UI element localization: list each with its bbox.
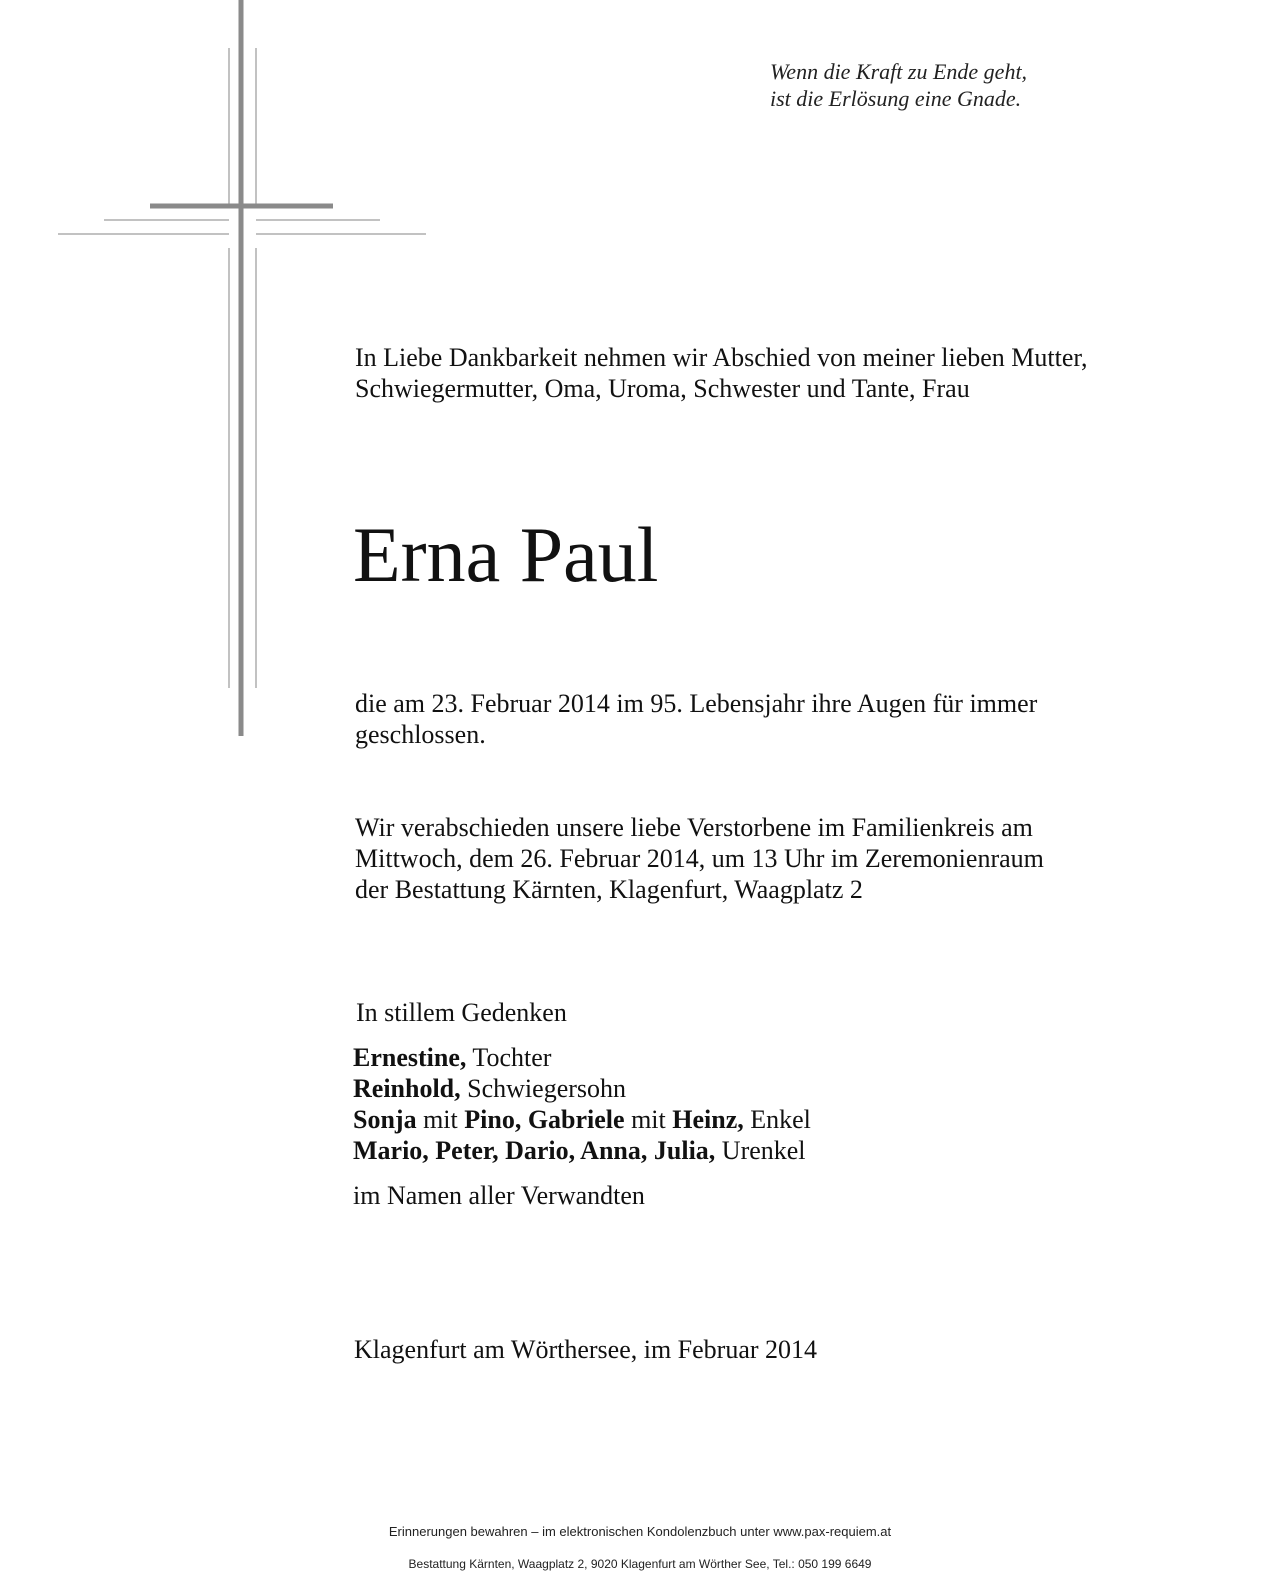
relatives-note: im Namen aller Verwandten [353,1181,645,1210]
family-member-line [353,1042,811,1073]
family-member-line [353,1104,811,1135]
footer-address: Bestattung Kärnten, Waagplatz 2, 9020 Klagenfurt am Wörther See, Tel.: 050 199 6649 [408,1557,872,1571]
family-relation: mit [416,1105,465,1134]
footer-condolence: Erinnerungen bewahren – im elektronischen Kondolenzbuch unter www.pax-requiem.at [388,1524,892,1539]
intro-line: Schwiegermutter, Oma, Uroma, Schwester und Tante, Frau [355,374,970,403]
memory-heading: In stillem Gedenken [356,998,567,1027]
family-member-name: Pino, Gabriele [464,1105,625,1134]
family-relation: Schwiegersohn [460,1074,627,1103]
family-relation: Enkel [743,1105,811,1134]
death-notice-line: geschlossen. [355,720,486,749]
motto-line: Wenn die Kraft zu Ende geht, [770,59,1028,84]
death-notice-line: die am 23. Februar 2014 im 95. Lebensjahr ihre Augen für immer [355,689,1038,718]
service-line: Wir verabschieden unsere liebe Verstorbene im Familienkreis am [355,813,1033,842]
family-relation: mit [624,1105,673,1134]
family-member-name: Ernestine, [353,1043,467,1072]
service-info [355,812,1044,905]
family-member-line [353,1073,811,1104]
motto-quote [770,58,1027,112]
family-member-name: Mario, Peter, Dario, Anna, Julia, [353,1136,716,1165]
family-member-name: Reinhold, [353,1074,461,1103]
family-member-name: Sonja [353,1105,417,1134]
death-notice [355,688,1037,750]
family-relation: Urenkel [715,1136,806,1165]
intro-paragraph [355,342,1088,404]
intro-line: In Liebe Dankbarkeit nehmen wir Abschied von meiner lieben Mutter, [355,343,1088,372]
deceased-name: Erna Paul [353,511,659,598]
place-date: Klagenfurt am Wörthersee, im Februar 2014 [354,1335,818,1364]
motto-line: ist die Erlösung eine Gnade. [770,86,1022,111]
family-member-line [353,1135,811,1166]
family-list [353,1042,811,1166]
family-member-name: Heinz, [672,1105,744,1134]
service-line: Mittwoch, dem 26. Februar 2014, um 13 Uhr im Zeremonienraum [355,844,1044,873]
service-line: der Bestattung Kärnten, Klagenfurt, Waagplatz 2 [355,875,863,904]
family-relation: Tochter [466,1043,552,1072]
